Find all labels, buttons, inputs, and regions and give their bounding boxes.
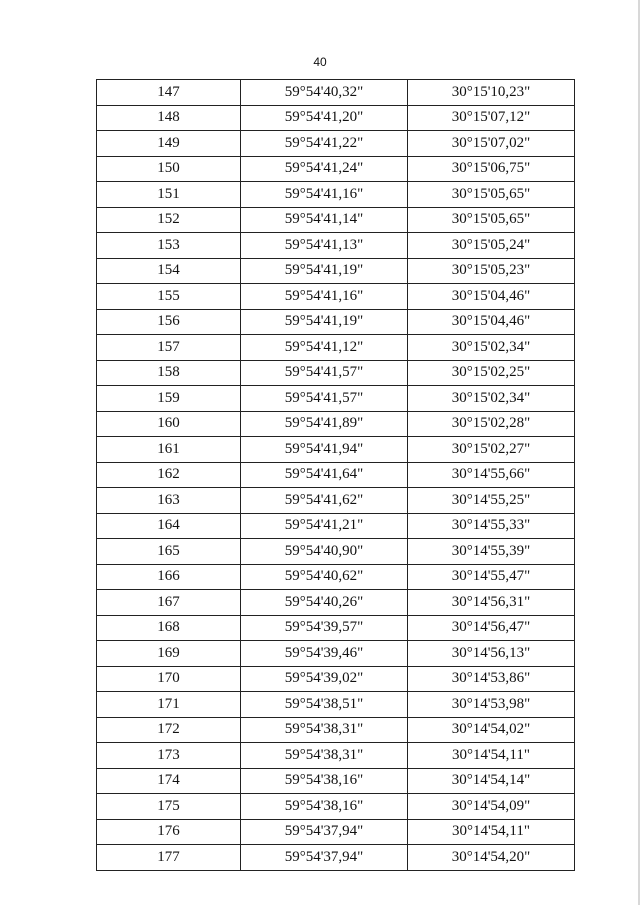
latitude-cell: 59°54'39,02" — [241, 666, 408, 692]
longitude-cell: 30°15'02,34" — [408, 335, 575, 361]
longitude-cell: 30°14'53,86" — [408, 666, 575, 692]
longitude-cell: 30°15'04,46" — [408, 309, 575, 335]
longitude-cell: 30°15'10,23" — [408, 80, 575, 106]
longitude-cell: 30°15'02,28" — [408, 411, 575, 437]
latitude-cell: 59°54'38,31" — [241, 743, 408, 769]
point-number-cell: 171 — [97, 692, 241, 718]
point-number-cell: 163 — [97, 488, 241, 514]
longitude-cell: 30°15'02,27" — [408, 437, 575, 463]
point-number-cell: 153 — [97, 233, 241, 259]
longitude-cell: 30°15'04,46" — [408, 284, 575, 310]
point-number-cell: 176 — [97, 819, 241, 845]
longitude-cell: 30°15'07,02" — [408, 131, 575, 157]
table-row — [97, 233, 575, 259]
table-row — [97, 105, 575, 131]
table-row — [97, 309, 575, 335]
latitude-cell: 59°54'41,13" — [241, 233, 408, 259]
longitude-cell: 30°14'55,39" — [408, 539, 575, 565]
latitude-cell: 59°54'40,90" — [241, 539, 408, 565]
latitude-cell: 59°54'41,94" — [241, 437, 408, 463]
longitude-cell: 30°15'05,65" — [408, 182, 575, 208]
latitude-cell: 59°54'41,89" — [241, 411, 408, 437]
point-number-cell: 155 — [97, 284, 241, 310]
table-row — [97, 768, 575, 794]
point-number-cell: 161 — [97, 437, 241, 463]
point-number-cell: 169 — [97, 641, 241, 667]
latitude-cell: 59°54'41,16" — [241, 182, 408, 208]
latitude-cell: 59°54'39,57" — [241, 615, 408, 641]
table-row — [97, 360, 575, 386]
longitude-cell: 30°14'53,98" — [408, 692, 575, 718]
longitude-cell: 30°14'56,47" — [408, 615, 575, 641]
longitude-cell: 30°15'05,23" — [408, 258, 575, 284]
point-number-cell: 156 — [97, 309, 241, 335]
longitude-cell: 30°14'54,20" — [408, 845, 575, 871]
longitude-cell: 30°15'05,65" — [408, 207, 575, 233]
point-number-cell: 154 — [97, 258, 241, 284]
table-row — [97, 258, 575, 284]
table-row — [97, 488, 575, 514]
table-row — [97, 590, 575, 616]
longitude-cell: 30°15'06,75" — [408, 156, 575, 182]
latitude-cell: 59°54'37,94" — [241, 845, 408, 871]
longitude-cell: 30°15'02,34" — [408, 386, 575, 412]
latitude-cell: 59°54'41,19" — [241, 258, 408, 284]
point-number-cell: 165 — [97, 539, 241, 565]
point-number-cell: 159 — [97, 386, 241, 412]
latitude-cell: 59°54'41,19" — [241, 309, 408, 335]
table-row — [97, 182, 575, 208]
point-number-cell: 173 — [97, 743, 241, 769]
table-row — [97, 80, 575, 106]
table-row — [97, 539, 575, 565]
table-row — [97, 641, 575, 667]
latitude-cell: 59°54'41,57" — [241, 386, 408, 412]
latitude-cell: 59°54'41,16" — [241, 284, 408, 310]
coordinates-table-body — [97, 80, 575, 871]
latitude-cell: 59°54'38,31" — [241, 717, 408, 743]
latitude-cell: 59°54'38,51" — [241, 692, 408, 718]
latitude-cell: 59°54'41,64" — [241, 462, 408, 488]
table-row — [97, 615, 575, 641]
point-number-cell: 170 — [97, 666, 241, 692]
point-number-cell: 151 — [97, 182, 241, 208]
longitude-cell: 30°14'54,14" — [408, 768, 575, 794]
latitude-cell: 59°54'41,24" — [241, 156, 408, 182]
latitude-cell: 59°54'41,22" — [241, 131, 408, 157]
coordinates-table — [96, 79, 575, 871]
longitude-cell: 30°15'07,12" — [408, 105, 575, 131]
point-number-cell: 157 — [97, 335, 241, 361]
longitude-cell: 30°14'54,02" — [408, 717, 575, 743]
longitude-cell: 30°14'56,13" — [408, 641, 575, 667]
point-number-cell: 166 — [97, 564, 241, 590]
table-row — [97, 411, 575, 437]
latitude-cell: 59°54'38,16" — [241, 794, 408, 820]
latitude-cell: 59°54'41,57" — [241, 360, 408, 386]
table-row — [97, 666, 575, 692]
longitude-cell: 30°14'55,47" — [408, 564, 575, 590]
longitude-cell: 30°14'54,11" — [408, 819, 575, 845]
point-number-cell: 168 — [97, 615, 241, 641]
point-number-cell: 147 — [97, 80, 241, 106]
latitude-cell: 59°54'37,94" — [241, 819, 408, 845]
table-row — [97, 845, 575, 871]
point-number-cell: 164 — [97, 513, 241, 539]
point-number-cell: 162 — [97, 462, 241, 488]
longitude-cell: 30°14'55,33" — [408, 513, 575, 539]
table-row — [97, 131, 575, 157]
point-number-cell: 160 — [97, 411, 241, 437]
latitude-cell: 59°54'41,14" — [241, 207, 408, 233]
table-row — [97, 743, 575, 769]
table-row — [97, 513, 575, 539]
table-row — [97, 794, 575, 820]
point-number-cell: 174 — [97, 768, 241, 794]
point-number-cell: 150 — [97, 156, 241, 182]
table-row — [97, 207, 575, 233]
table-row — [97, 284, 575, 310]
latitude-cell: 59°54'41,21" — [241, 513, 408, 539]
longitude-cell: 30°15'02,25" — [408, 360, 575, 386]
longitude-cell: 30°15'05,24" — [408, 233, 575, 259]
latitude-cell: 59°54'38,16" — [241, 768, 408, 794]
point-number-cell: 167 — [97, 590, 241, 616]
table-row — [97, 437, 575, 463]
point-number-cell: 175 — [97, 794, 241, 820]
table-row — [97, 692, 575, 718]
point-number-cell: 148 — [97, 105, 241, 131]
longitude-cell: 30°14'55,25" — [408, 488, 575, 514]
table-row — [97, 462, 575, 488]
table-row — [97, 564, 575, 590]
latitude-cell: 59°54'40,62" — [241, 564, 408, 590]
latitude-cell: 59°54'40,26" — [241, 590, 408, 616]
latitude-cell: 59°54'41,62" — [241, 488, 408, 514]
longitude-cell: 30°14'55,66" — [408, 462, 575, 488]
longitude-cell: 30°14'56,31" — [408, 590, 575, 616]
latitude-cell: 59°54'41,20" — [241, 105, 408, 131]
longitude-cell: 30°14'54,09" — [408, 794, 575, 820]
table-row — [97, 386, 575, 412]
table-row — [97, 717, 575, 743]
page-number: 40 — [313, 55, 327, 69]
point-number-cell: 152 — [97, 207, 241, 233]
point-number-cell: 172 — [97, 717, 241, 743]
latitude-cell: 59°54'41,12" — [241, 335, 408, 361]
point-number-cell: 177 — [97, 845, 241, 871]
table-row — [97, 819, 575, 845]
latitude-cell: 59°54'39,46" — [241, 641, 408, 667]
point-number-cell: 149 — [97, 131, 241, 157]
table-row — [97, 335, 575, 361]
latitude-cell: 59°54'40,32" — [241, 80, 408, 106]
longitude-cell: 30°14'54,11" — [408, 743, 575, 769]
point-number-cell: 158 — [97, 360, 241, 386]
table-row — [97, 156, 575, 182]
